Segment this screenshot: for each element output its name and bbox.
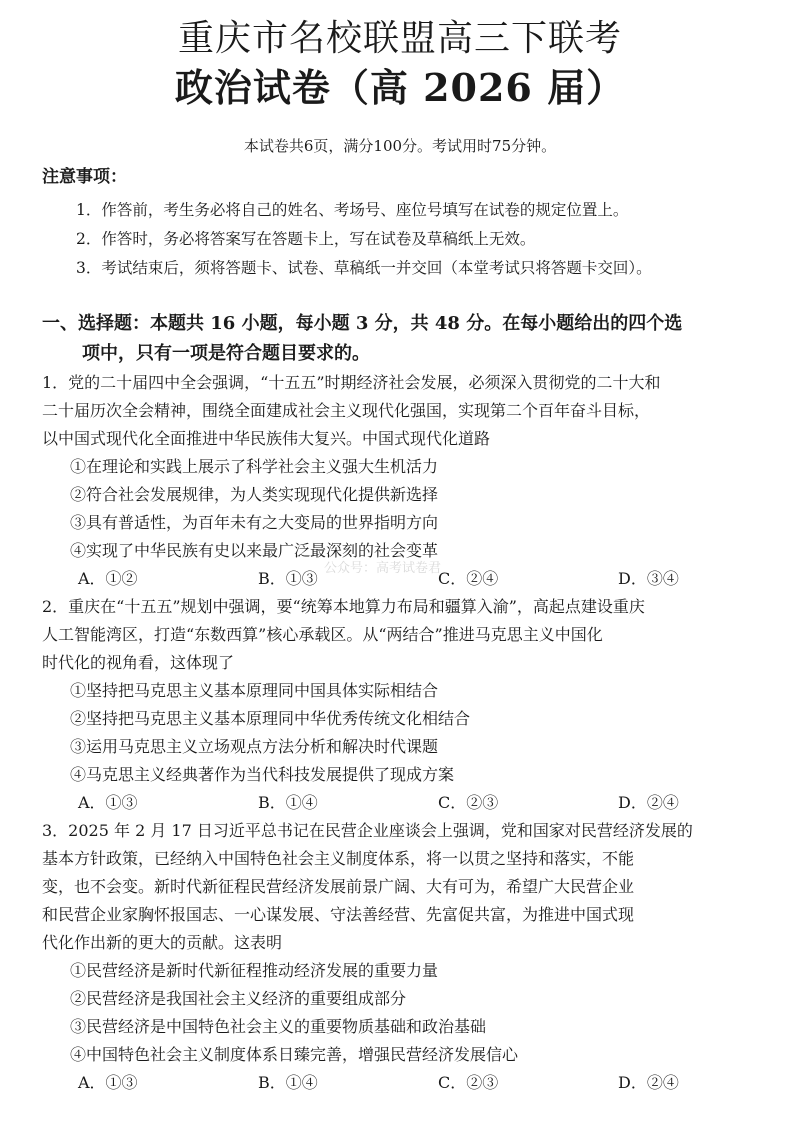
question-3-statement: ③民营经济是中国特色社会主义的重要物质基础和政治基础 bbox=[70, 1017, 487, 1036]
exam-subtitle: 政治试卷（高 2026 届） bbox=[174, 65, 626, 110]
question-1-statement: ②符合社会发展规律，为人类实现现代化提供新选择 bbox=[70, 485, 439, 504]
notice-heading: 注意事项： bbox=[42, 167, 127, 187]
watermark: 公众号：高考试卷君 bbox=[324, 561, 442, 576]
exam-title: 重庆市名校联盟高三下联考 bbox=[177, 18, 622, 59]
question-3-statement: ④中国特色社会主义制度体系日臻完善，增强民营经济发展信心 bbox=[70, 1045, 519, 1064]
question-3-stem: 3．2025 年 2 月 17 日习近平总书记在民营企业座谈会上强调，党和国家对民营经济发展的 bbox=[42, 821, 693, 840]
question-2-stem: 人工智能湾区，打造“东数西算”核心承载区。从“两结合”推进马克思主义中国化 bbox=[42, 625, 603, 644]
option-a: A．①③ bbox=[78, 1073, 138, 1092]
section-heading-line1: 一、选择题：本题共 16 小题，每小题 3 分，共 48 分。在每小题给出的四个选 bbox=[42, 313, 683, 334]
question-3-stem: 基本方针政策，已经纳入中国特色社会主义制度体系，将一以贯之坚持和落实，不能 bbox=[42, 849, 635, 868]
option-b: B．①④ bbox=[258, 1073, 318, 1092]
option-c: C．②③ bbox=[438, 793, 499, 812]
option-a: A．①② bbox=[78, 569, 138, 588]
question-2-stem: 2．重庆在“十五五”规划中强调，要“统筹本地算力布局和疆算入渝”，高起点建设重庆 bbox=[42, 597, 645, 616]
option-d: D．②④ bbox=[618, 793, 679, 812]
question-2-statement: ④马克思主义经典著作为当代科技发展提供了现成方案 bbox=[70, 765, 455, 784]
question-1-stem: 1．党的二十届四中全会强调，“十五五”时期经济社会发展，必须深入贯彻党的二十大和 bbox=[42, 373, 661, 392]
question-3-stem: 和民营企业家胸怀报国志、一心谋发展、守法善经营、先富促共富，为推进中国式现 bbox=[42, 905, 635, 924]
option-b: B．①③ bbox=[258, 569, 318, 588]
question-2-statement: ②坚持把马克思主义基本原理同中华优秀传统文化相结合 bbox=[70, 709, 471, 728]
notice-item: 3．考试结束后，须将答题卡、试卷、草稿纸一并交回（本堂考试只将答题卡交回）。 bbox=[76, 259, 652, 277]
question-1-statement: ①在理论和实践上展示了科学社会主义强大生机活力 bbox=[70, 457, 439, 476]
option-c: C．②④ bbox=[438, 569, 499, 588]
question-2-stem: 时代化的视角看，这体现了 bbox=[42, 653, 235, 672]
section-heading bbox=[42, 309, 772, 369]
question-1-statement: ③具有普适性，为百年未有之大变局的世界指明方向 bbox=[70, 513, 439, 532]
question-3-stem: 代化作出新的更大的贡献。这表明 bbox=[42, 933, 283, 952]
option-d: D．②④ bbox=[618, 1073, 679, 1092]
notice-item: 2．作答时，务必将答案写在答题卡上，写在试卷及草稿纸上无效。 bbox=[76, 230, 536, 248]
question-3-statement: ②民营经济是我国社会主义经济的重要组成部分 bbox=[70, 989, 407, 1008]
option-c: C．②③ bbox=[438, 1073, 499, 1092]
question-1-stem: 以中国式现代化全面推进中华民族伟大复兴。中国式现代化道路 bbox=[42, 429, 491, 448]
question-3-statement: ①民营经济是新时代新征程推动经济发展的重要力量 bbox=[70, 961, 439, 980]
question-2-statement: ③运用马克思主义立场观点方法分析和解决时代课题 bbox=[70, 737, 439, 756]
exam-meta: 本试卷共6页，满分100分。考试用时75分钟。 bbox=[243, 137, 557, 155]
section-heading-line2: 项中，只有一项是符合题目要求的。 bbox=[82, 343, 370, 364]
question-1-statement: ④实现了中华民族有史以来最广泛最深刻的社会变革 bbox=[70, 541, 439, 560]
question-1-stem: 二十届历次全会精神，围绕全面建成社会主义现代化强国，实现第二个百年奋斗目标， bbox=[42, 401, 651, 420]
option-b: B．①④ bbox=[258, 793, 318, 812]
question-3-stem: 变，也不会变。新时代新征程民营经济发展前景广阔、大有可为，希望广大民营企业 bbox=[42, 877, 635, 896]
notice-item: 1．作答前，考生务必将自己的姓名、考场号、座位号填写在试卷的规定位置上。 bbox=[76, 201, 629, 219]
option-a: A．①③ bbox=[78, 793, 138, 812]
option-d: D．③④ bbox=[618, 569, 679, 588]
question-2-statement: ①坚持把马克思主义基本原理同中国具体实际相结合 bbox=[70, 681, 439, 700]
